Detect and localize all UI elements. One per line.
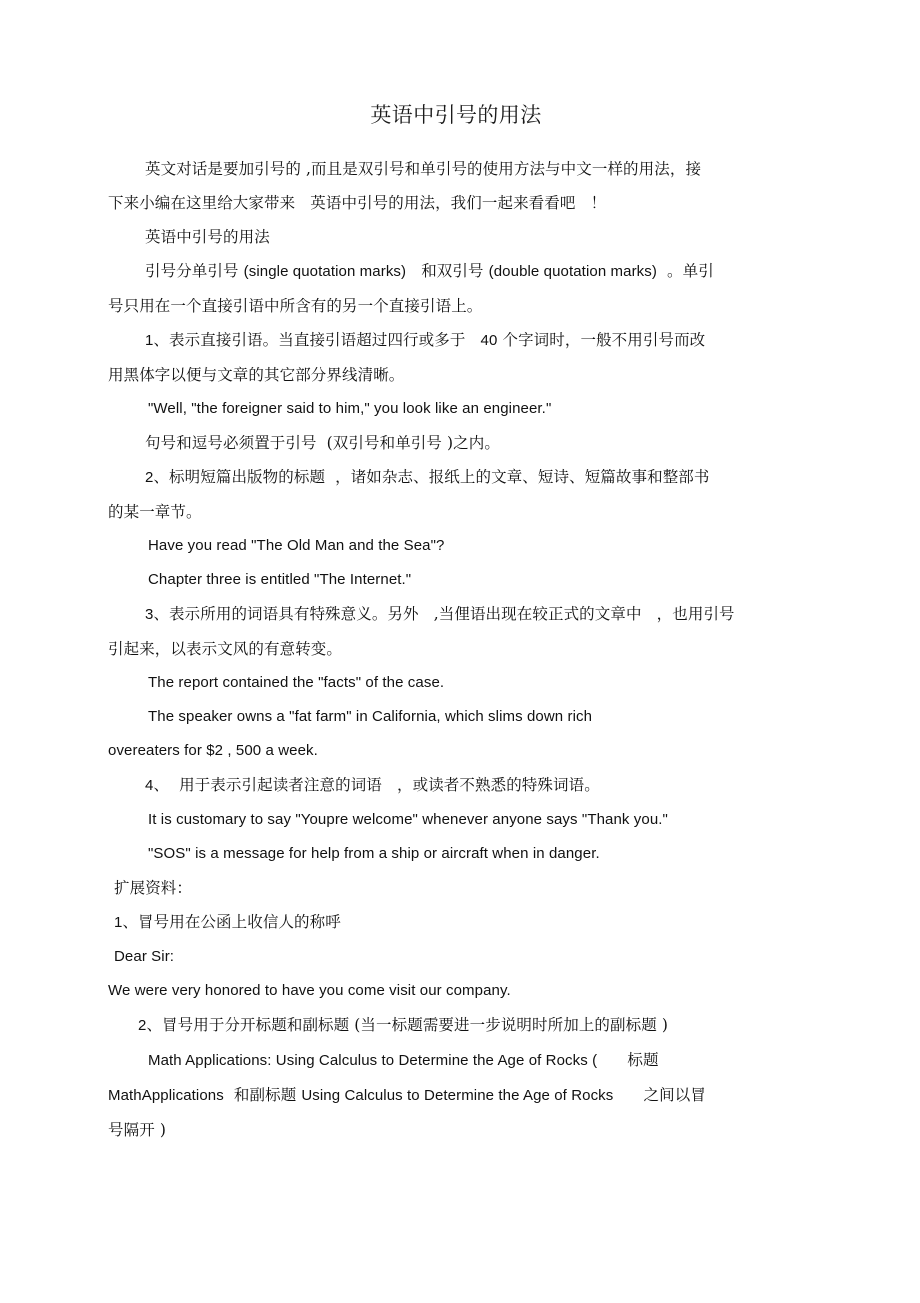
latin-run: 3: [145, 606, 154, 623]
text-line: 引起来，以表示文风的有意转变。: [108, 640, 343, 658]
han-run: 个字词时，一般不用引号而改: [497, 331, 706, 349]
text-line: It is customary to say "Youpre welcome" whenever anyone says "Thank you.": [148, 811, 668, 828]
page-title: 英语中引号的用法: [370, 103, 542, 127]
latin-run: 1: [114, 914, 123, 931]
latin-run: 2: [138, 1017, 147, 1034]
han-run: 、冒号用在公函上收信人的称呼: [122, 913, 341, 931]
text-line: "SOS" is a message for help from a ship or aircraft when in danger.: [148, 845, 600, 862]
text-line: 扩展资料：: [114, 879, 193, 897]
han-run: 、冒号用于分开标题和副标题 (当一标题需要进一步说明时所加上的副标题 ): [146, 1016, 669, 1034]
latin-run: Math Applications: Using Calculus to Determine the Age of Rocks (: [148, 1052, 598, 1069]
han-run: 、标明短篇出版物的标题 ，诸如杂志、报纸上的文章、短诗、短篇故事和整部书: [153, 468, 710, 486]
text-line: The report contained the "facts" of the case.: [148, 674, 445, 691]
latin-run: (double quotation marks): [488, 263, 657, 280]
latin-run: (single quotation marks): [243, 263, 407, 280]
text-line: [108, 597, 804, 632]
han-run: 之间以冒: [613, 1086, 706, 1104]
text-line: [108, 1043, 804, 1078]
text-line: [108, 905, 804, 940]
document-body: [108, 100, 804, 1147]
latin-run: 2: [145, 469, 154, 486]
text-line: [108, 460, 804, 495]
text-line: Chapter three is entitled "The Internet.": [148, 571, 412, 588]
text-line: [108, 1008, 804, 1043]
text-line: overeaters for $2 , 500 a week.: [108, 742, 318, 759]
text-line: 英语中引号的用法: [145, 228, 270, 246]
text-line: [108, 768, 804, 803]
latin-run: 40: [480, 332, 498, 349]
han-run: 引号分单引号: [145, 262, 244, 280]
han-run: 和双引号: [406, 262, 489, 280]
latin-run: MathApplications: [108, 1087, 224, 1104]
text-line: [108, 323, 804, 358]
text-line: 用黑体字以便与文章的其它部分界线清晰。: [108, 366, 405, 384]
han-run: 。单引: [656, 262, 714, 280]
document-text-block: [108, 152, 804, 1147]
han-run: 标题: [597, 1051, 659, 1069]
text-line: 下来小编在这里给大家带来 英语中引号的用法，我们一起来看看吧 ！: [108, 194, 607, 212]
text-line: [108, 254, 804, 289]
text-line: Dear Sir:: [114, 948, 175, 965]
han-run: 和副标题: [223, 1086, 302, 1104]
text-line: Have you read "The Old Man and the Sea"?: [148, 537, 445, 554]
han-run: 、表示所用的词语具有特殊意义。另外 ,当俚语出现在较正式的文章中 ，也用引号: [153, 605, 735, 623]
text-line: We were very honored to have you come visit our company.: [108, 982, 511, 999]
text-line: 的某一章节。: [108, 503, 202, 521]
text-line: [108, 1078, 804, 1113]
latin-run: 1: [145, 332, 154, 349]
text-line: 英文对话是要加引号的 ,而且是双引号和单引号的使用方法与中文一样的用法，接: [145, 160, 702, 178]
han-run: 、表示直接引语。当直接引语超过四行或多于: [153, 331, 481, 349]
text-line: 号只用在一个直接引语中所含有的另一个直接引语上。: [108, 297, 483, 315]
text-line: "Well, "the foreigner said to him," you look like an engineer.": [148, 400, 552, 417]
text-line: 句号和逗号必须置于引号 (双引号和单引号 )之内。: [145, 434, 500, 452]
latin-run: Using Calculus to Determine the Age of Rocks: [301, 1087, 614, 1104]
han-run: 、 用于表示引起读者注意的词语 ，或读者不熟悉的特殊词语。: [153, 776, 600, 794]
text-line: The speaker owns a "fat farm" in California, which slims down rich: [148, 708, 593, 725]
latin-run: 4: [145, 777, 154, 794]
text-line: 号隔开 ): [108, 1121, 166, 1139]
